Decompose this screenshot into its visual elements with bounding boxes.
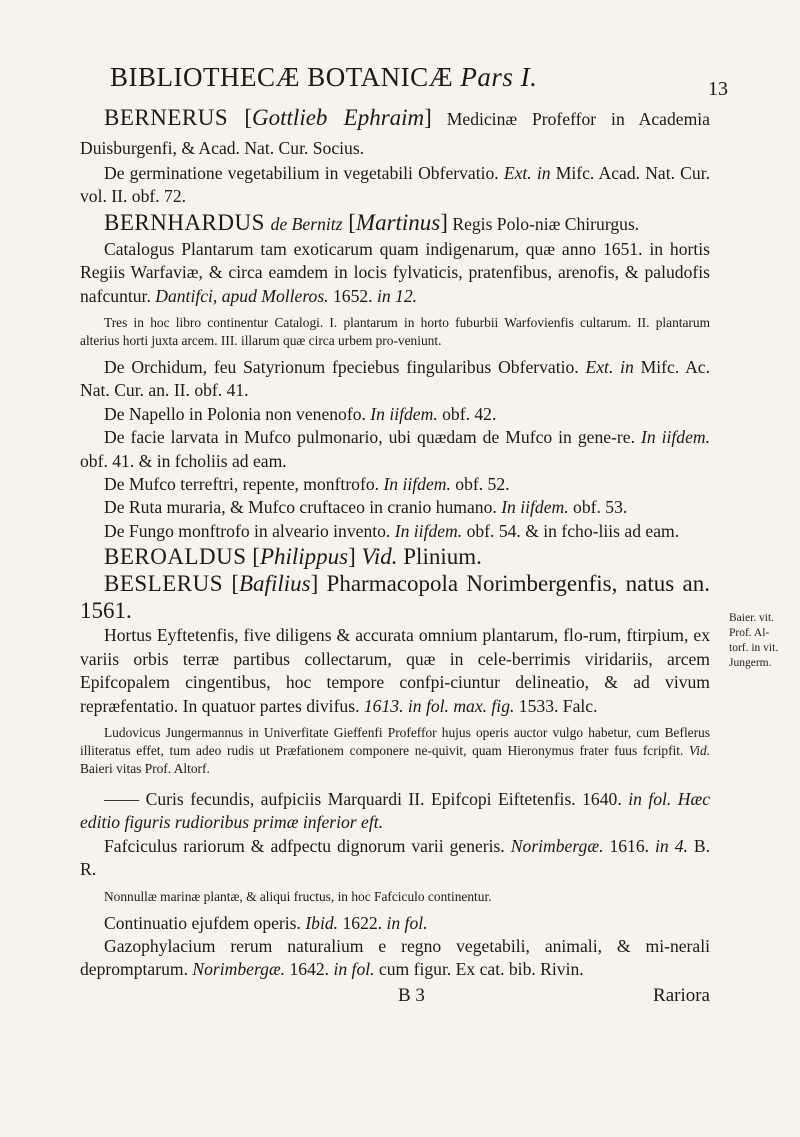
author-origin: de Bernitz: [270, 213, 343, 234]
citation-rest: obf. 42.: [437, 403, 497, 424]
commentary: Tres in hoc libro continentur Catalogi. I. plantarum in horto fuburbii Warfovienfis cultarum. II. plantarum alterius horti juxta arcem. III. illarum quæ circa urbem pro-veniunt.: [80, 315, 710, 349]
margin-note-line: Jungerm.: [729, 657, 772, 669]
work-entry: [80, 788, 710, 835]
citation-rest: obf. 52.: [450, 474, 510, 495]
running-head-title: BIBLIOTHECÆ BOTANICÆ: [110, 62, 454, 92]
citation-italic: In iifdem.: [501, 497, 569, 518]
work-title: De facie larvata in Mufco pulmonario, ubi quædam de Mufco in gene-re.: [104, 427, 641, 448]
citation-rest: obf. 41. & in fcholiis ad eam.: [80, 450, 287, 471]
imprint-date: 1622.: [338, 912, 387, 933]
running-head: [110, 62, 537, 93]
cross-reference-target: Baieri vitas Prof. Altorf.: [80, 760, 210, 776]
entry-beroaldus: BEROALDUS [Philippus] Vid. Plinium.: [104, 544, 482, 570]
imprint-date: 1652.: [328, 285, 377, 306]
page-body: [80, 104, 710, 1007]
citation-rest: obf. 54. & in fcho-liis ad eam.: [462, 520, 680, 541]
margin-note-line: torf. in vit.: [729, 642, 779, 654]
imprint-date: 1616.: [603, 835, 656, 856]
citation-rest: cum figur. Ex cat. bib. Rivin.: [374, 959, 584, 980]
page-footer: [80, 984, 710, 1007]
author-name: BERNERUS: [104, 105, 229, 130]
work-title: De Mufco terreftri, repente, monftrofo.: [104, 474, 384, 495]
work-entry: [80, 162, 710, 209]
imprint-format: in fol.: [386, 912, 428, 933]
citation-italic: Ext. in: [585, 357, 634, 378]
author-given-name: Philippus: [259, 544, 349, 570]
margin-note-line: Baier. vit.: [729, 612, 775, 624]
work-entry: [80, 520, 710, 543]
cross-reference: Vid.: [689, 742, 710, 758]
author-description: Regis Polo-niæ Chirurgus.: [447, 213, 640, 234]
work-title: Gazophylacium rerum naturalium e regno vegetabili, animali, & mi-nerali depromptarum.: [80, 935, 710, 980]
citation-italic: In iifdem.: [383, 474, 451, 495]
commentary-text: Ludovicus Jungermannus in Univerfitate Gieffenfi Profeffor hujus operis auctor vulgo habetur, cum Beflerus illiteratus effet, tum adeo rudis ut Præfationem componere ne-quivit, quam Hieronymus frater fuus fcripfit.: [80, 724, 710, 758]
edition-note: Hæc editio figuris rudioribus primæ inferior eft.: [80, 788, 710, 833]
work-entry: [80, 403, 710, 426]
citation-italic: Ext. in: [503, 163, 551, 183]
margin-note: [729, 611, 799, 671]
work-title: De Fungo monftrofo in alveario invento.: [104, 520, 395, 541]
author-description: Medicinæ Profeffor in Academia Duisburgenfi, & Acad. Nat. Cur. Socius.: [80, 109, 710, 158]
citation-rest: Mifc. Acad. Nat. Cur. vol. II. obf. 72.: [80, 163, 710, 207]
commentary: [80, 724, 710, 778]
imprint-date: 1613.: [363, 695, 408, 716]
work-title: Fafciculus rariorum & adfpectu dignorum varii generis.: [104, 835, 511, 856]
author-name: BERNHARDUS: [104, 209, 265, 235]
catchword: Rariora: [653, 984, 710, 1006]
citation-italic: In iifdem.: [640, 427, 710, 448]
imprint-format: in 4.: [655, 835, 688, 856]
work-title: Catalogus Plantarum tam exoticarum quam indigenarum, quæ anno 1651. in hortis Regiis Warfaviæ, & circa eamdem in locis fylvaticis, pratenfibus, arenofis, & paludofis nafcuntur.: [80, 238, 710, 306]
imprint-format: in 12.: [376, 285, 418, 306]
imprint-place: Norimbergæ.: [510, 835, 604, 856]
work-entry: [80, 624, 710, 718]
author-given-name: Bafilius: [239, 571, 311, 597]
entry-bernerus: BERNERUS [Gottlieb Ephraim] Medicinæ Profeffor in Academia Duisburgenfi, & Acad. Nat. Cur. Socius.: [80, 105, 710, 158]
citation-italic: Ibid.: [305, 912, 339, 933]
citation-rest: Mifc. Ac. Nat. Cur. an. II. obf. 41.: [80, 357, 710, 401]
page-number: 13: [708, 78, 728, 100]
work-title: Hortus Eyftetenfis, five diligens & accurata omnium plantarum, flo-rum, ftirpium, ex variis orbis terræ partibus collectarum, quæ in cele-berrimis viridariis, arcem Epifcopalem cingentibus, hoc tempore confpi-ciuntur delineatio, & ad vivum repræfentatio. In quatuor partes divifus.: [80, 625, 710, 716]
running-head-part: Pars I.: [460, 62, 538, 92]
citation-rest: 1533. Falc.: [514, 695, 598, 716]
work-entry: [80, 912, 710, 935]
work-entry: [80, 426, 710, 473]
author-name: BESLERUS: [104, 571, 224, 597]
author-description: Pharmacopola Norimbergenfis, natus an. 1561.: [80, 571, 710, 624]
work-title: De germinatione vegetabilium in vegetabili Obfervatio.: [104, 163, 504, 183]
author-given-name: Martinus: [355, 209, 441, 235]
imprint-format: in fol.: [628, 788, 672, 809]
work-title: De Ruta muraria, & Mufco cruftaceo in cranio humano.: [104, 497, 502, 518]
work-title: De Napello in Polonia non venenofo.: [104, 403, 371, 424]
work-entry: [80, 238, 710, 308]
imprint-format: in fol.: [333, 959, 375, 980]
cross-reference: Vid.: [361, 544, 398, 570]
author-name: BEROALDUS: [104, 544, 247, 570]
work-title: Continuatio ejufdem operis.: [104, 912, 306, 933]
imprint-place: Dantifci, apud Molleros.: [155, 285, 329, 306]
citation-italic: In iifdem.: [394, 520, 463, 541]
commentary: Nonnullæ marinæ plantæ, & aliqui fructus, in hoc Fafciculo continentur.: [104, 888, 492, 904]
work-entry: [80, 496, 710, 519]
imprint-format: in fol. max. fig.: [407, 695, 515, 716]
imprint-date: 1642.: [285, 959, 334, 980]
cross-reference-target: Plinium.: [397, 544, 482, 570]
citation-rest: B. R.: [80, 835, 710, 880]
page-header: [80, 62, 728, 102]
work-title: De Orchidum, feu Satyrionum fpeciebus fingularibus Obfervatio.: [104, 357, 586, 378]
entry-bernhardus: BERNHARDUS de Bernitz [Martinus] Regis Polo-niæ Chirurgus.: [104, 209, 640, 235]
signature-mark: B 3: [398, 984, 425, 1006]
work-title: —— Curis fecundis, aufpiciis Marquardi II. Epifcopi Eiftetenfis. 1640.: [104, 788, 629, 809]
work-entry: [80, 935, 710, 982]
work-entry: [80, 473, 710, 496]
work-entry: [80, 356, 710, 403]
work-entry: [80, 835, 710, 882]
citation-rest: obf. 53.: [568, 497, 628, 518]
citation-italic: In iifdem.: [370, 403, 438, 424]
imprint-place: Norimbergæ.: [192, 959, 286, 980]
author-given-name: Gottlieb Ephraim: [252, 105, 425, 130]
entry-beslerus: BESLERUS [Bafilius] Pharmacopola Norimbergenfis, natus an. 1561.: [80, 571, 710, 624]
margin-note-line: Prof. Al-: [729, 627, 770, 639]
